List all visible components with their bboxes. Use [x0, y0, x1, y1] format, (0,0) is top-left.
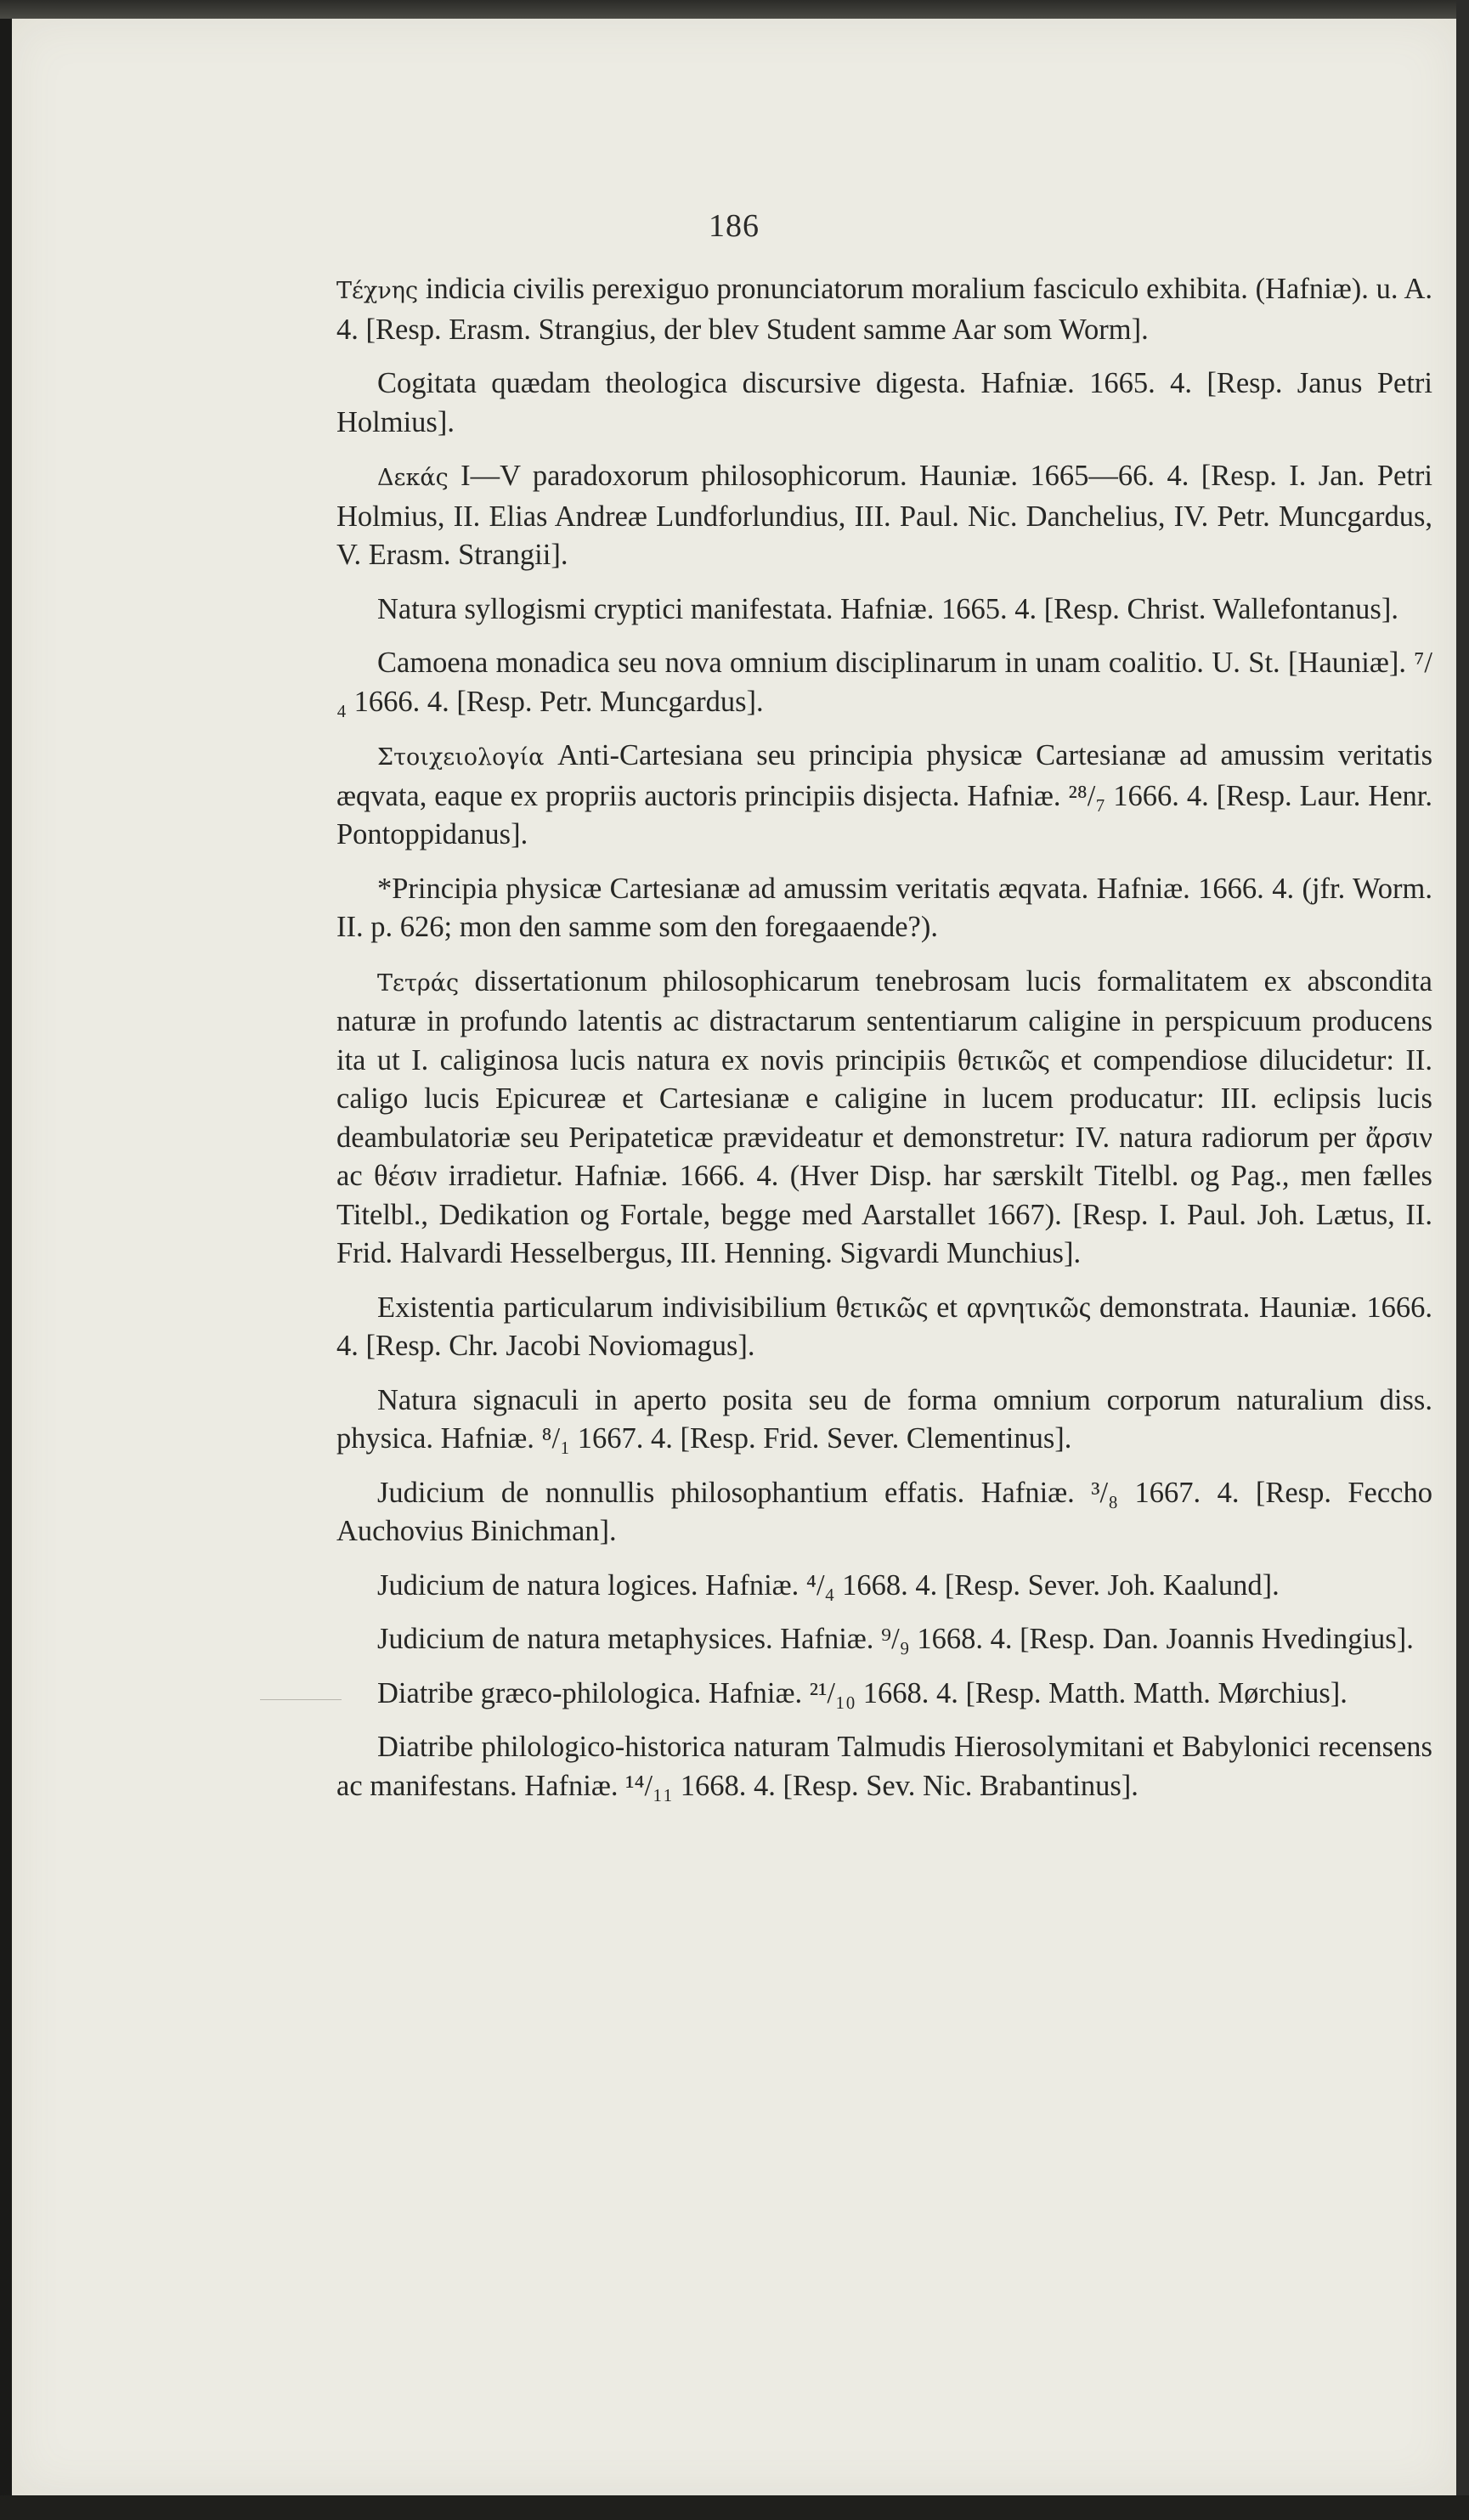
entry-text: Camoena monadica seu nova omnium disciplinarum in unam coalitio. U. St. [Hauniæ]. ⁷/₄ 1666. 4. [Resp. Petr. Muncgardus]. — [336, 647, 1432, 718]
entry-text: Diatribe philologico-historica naturam Talmudis Hierosolymitani et Babylonici recensens ac manifestans. Hafniæ. ¹⁴/₁₁ 1668. 4. [Resp. Sev. Nic. Brabantinus]. — [336, 1731, 1432, 1802]
bibliography-entry — [336, 870, 1432, 947]
bibliography-entry — [336, 644, 1432, 721]
scan-border-right — [1456, 0, 1469, 2520]
entry-text: Existentia particularum indivisibilium θετικῶς et αρνητικῶς demonstrata. Hauniæ. 1666. 4. [Resp. Chr. Jacobi Noviomagus]. — [336, 1291, 1432, 1362]
greek-title-word: Τετράς — [377, 969, 460, 997]
bibliography-entry — [336, 590, 1432, 630]
bibliography-entry — [336, 1567, 1432, 1606]
bibliography-list — [336, 270, 1432, 1821]
bibliography-entry — [336, 1675, 1432, 1714]
entry-text: Judicium de nonnullis philosophantium effatis. Hafniæ. ³/₈ 1667. 4. [Resp. Feccho Auchovius Binichman]. — [336, 1476, 1432, 1547]
bibliography-entry — [336, 1620, 1432, 1659]
page-number: 186 — [709, 208, 760, 244]
entry-text: indicia civilis perexiguo pronunciatorum moralium fasciculo exhibita. (Hafniæ). u. A. 4. [Resp. Erasm. Strangius, der blev Student samme Aar som Worm]. — [336, 273, 1432, 346]
greek-title-word: Στοιχειολογία — [377, 744, 545, 771]
bibliography-entry — [336, 1474, 1432, 1551]
entry-text: Cogitata quædam theologica discursive digesta. Hafniæ. 1665. 4. [Resp. Janus Petri Holmius]. — [336, 367, 1432, 438]
entry-text: Anti-Cartesiana seu principia physicæ Cartesianæ ad amussim veritatis æqvata, eaque ex propriis auctoris principiis disjecta. Hafniæ. ²⁸/₇ 1666. 4. [Resp. Laur. Henr. Pontoppidanus]. — [336, 739, 1432, 850]
bibliography-entry — [336, 963, 1432, 1274]
entry-text: I—V paradoxorum philosophicorum. Hauniæ. 1665—66. 4. [Resp. I. Jan. Petri Holmius, II. Elias Andreæ Lundforlundius, III. Paul. Nic. Danchelius, IV. Petr. Muncgardus, V. Erasm. Strangii]. — [336, 460, 1432, 571]
greek-title-word: Δεκάς — [377, 465, 449, 491]
entry-text: Judicium de natura logices. Hafniæ. ⁴/₄ 1668. 4. [Resp. Sever. Joh. Kaalund]. — [377, 1568, 1280, 1602]
bibliography-entry — [336, 364, 1432, 442]
bibliography-entry — [336, 1381, 1432, 1459]
scan-border-bottom — [0, 2495, 1469, 2520]
greek-title-word: Τέχνης — [336, 278, 419, 304]
entry-text: Natura signaculi in aperto posita seu de forma omnium corporum naturalium diss. physica. Hafniæ. ⁸/₁ 1667. 4. [Resp. Frid. Sever. Clementinus]. — [336, 1383, 1432, 1455]
bibliography-entry — [336, 457, 1432, 575]
margin-rule — [260, 1699, 342, 1700]
entry-text: dissertationum philosophicarum tenebrosam lucis formalitatem ex abscondita naturæ in profundo latentis ac distractarum sententiarum caligine in perspicuum producens ita ut I. caliginosa lucis natura ex novis principiis θετικῶς et compendiose dilucidetur: II. caligo lucis Epicureæ et Cartesianæ e caligine in lucem producatur: III. eclipsis lucis deambulatoriæ seu Peripateticæ prævideatur et demonstretur: IV. natura radiorum per ἄρσιν ac θέσιν irradietur. Hafniæ. 1666. 4. (Hver Disp. har særskilt Titelbl. og Pag., men fælles Titelbl., Dedikation og Fortale, begge med Aarstallet 1667). [Resp. I. Paul. Joh. Lætus, II. Frid. Halvardi Hesselbergus, III. Henning. Sigvardi Munchius]. — [336, 964, 1432, 1269]
scan-border-top — [0, 0, 1469, 19]
bibliography-entry — [336, 270, 1432, 349]
bibliography-entry — [336, 1728, 1432, 1805]
entry-text: Natura syllogismi cryptici manifestata. Hafniæ. 1665. 4. [Resp. Christ. Wallefontanus]. — [377, 592, 1398, 625]
entry-text: Judicium de natura metaphysices. Hafniæ. ⁹/₉ 1668. 4. [Resp. Dan. Joannis Hvedingius]. — [377, 1623, 1414, 1655]
entry-text: Diatribe græco-philologica. Hafniæ. ²¹/₁₀ 1668. 4. [Resp. Matth. Matth. Mørchius]. — [377, 1676, 1348, 1709]
entry-text: *Principia physicæ Cartesianæ ad amussim veritatis æqvata. Hafniæ. 1666. 4. (jfr. Worm. II. p. 626; mon den samme som den foregaaende?). — [336, 872, 1432, 943]
bibliography-entry — [336, 1289, 1432, 1366]
bibliography-entry — [336, 737, 1432, 855]
